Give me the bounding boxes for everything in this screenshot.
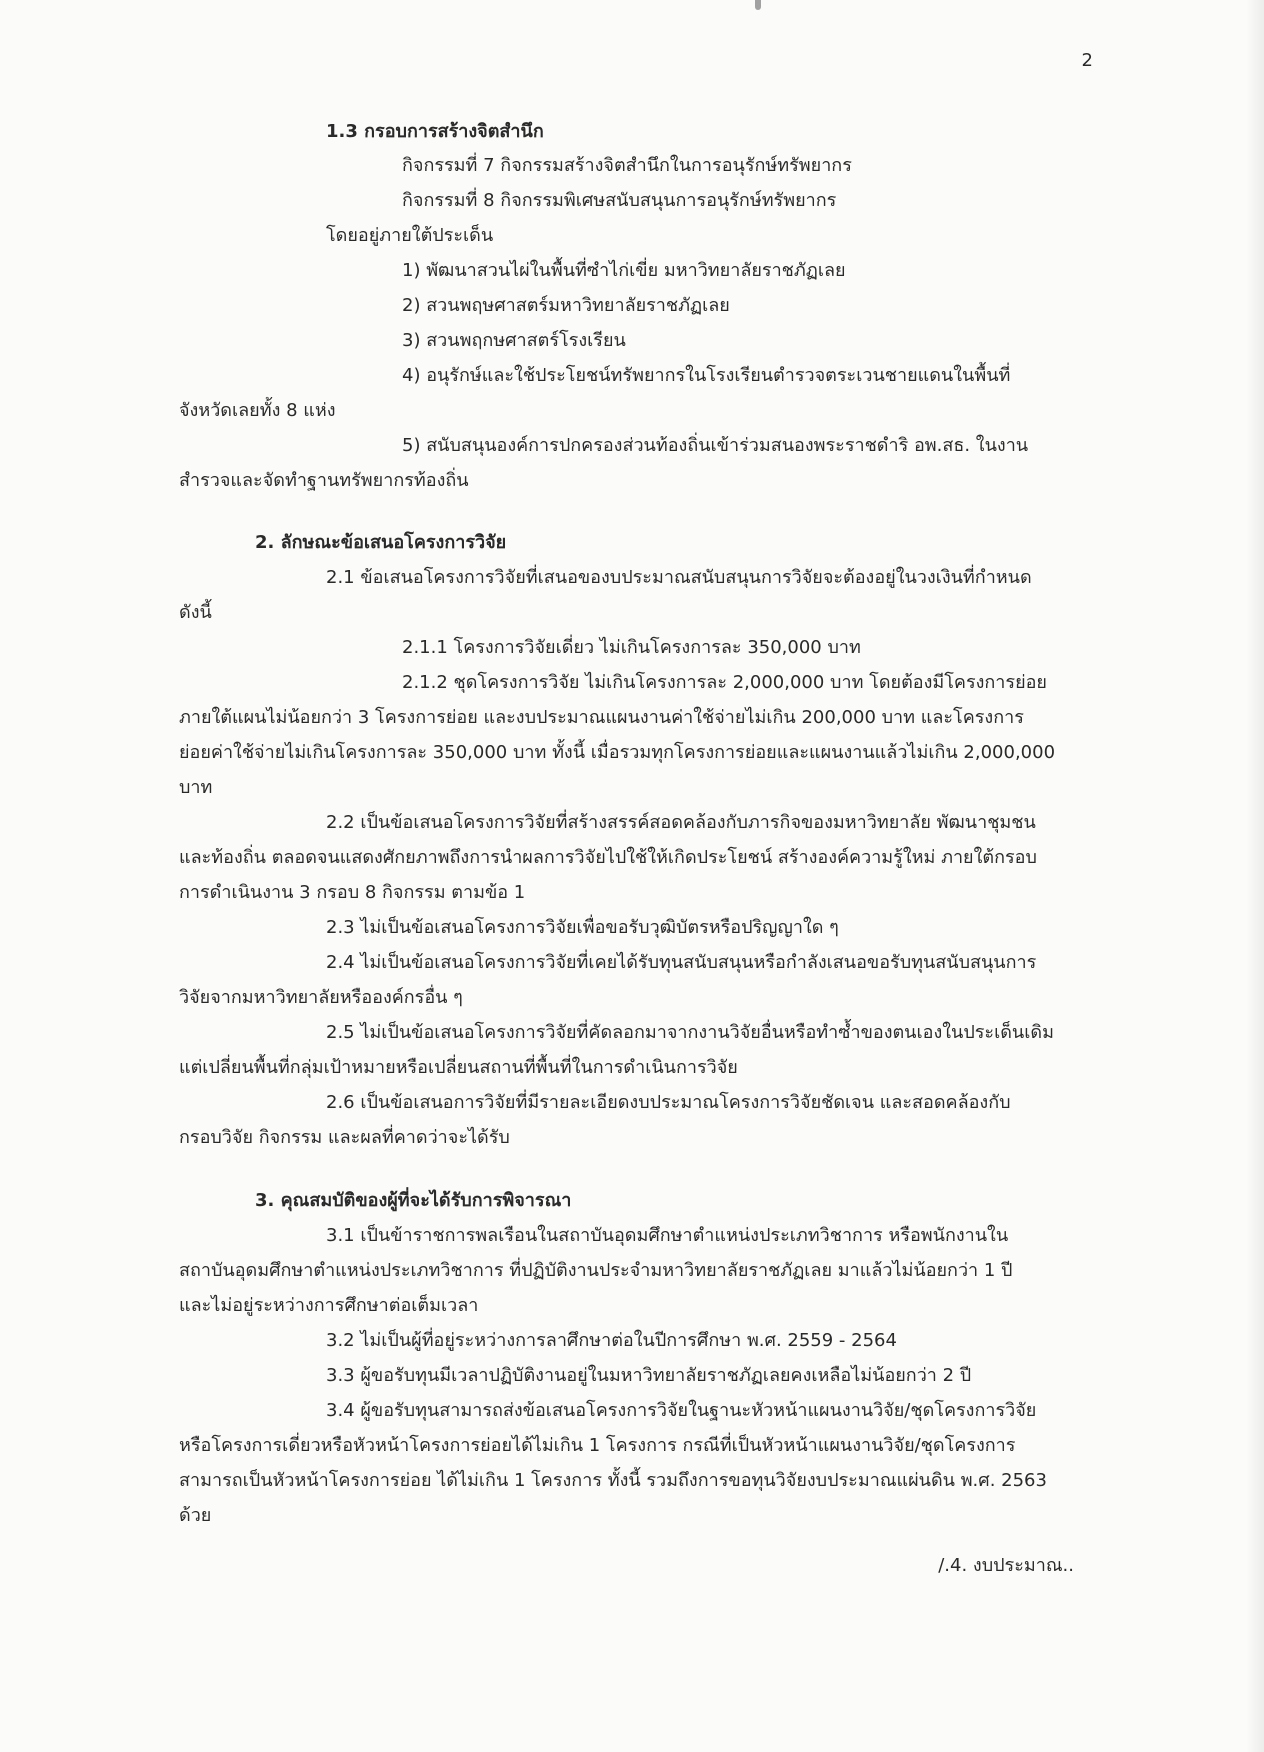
- para-2-6: 2.6 เป็นข้อเสนอการวิจัยที่มีรายละเอียดงบประมาณโครงการวิจัยชัดเจน และสอดคล้องกับ: [326, 1092, 1011, 1113]
- para-3-4-line-3: สามารถเป็นหัวหน้าโครงการย่อย ได้ไม่เกิน 1 โครงการ ทั้งนี้ รวมถึงการขอทุนวิจัยงบประมาณแผ่นดิน พ.ศ. 2563: [179, 1470, 1047, 1491]
- para-2-1-2-line-2: ภายใต้แผนไม่น้อยกว่า 3 โครงการย่อย และงบประมาณแผนงานค่าใช้จ่ายไม่เกิน 200,000 บาท และโครงการ: [179, 707, 1024, 728]
- para-2-1-2: 2.1.2 ชุดโครงการวิจัย ไม่เกินโครงการละ 2,000,000 บาท โดยต้องมีโครงการย่อย: [402, 672, 1047, 693]
- scan-speck: [755, 0, 761, 10]
- para-2-6-line-2: กรอบวิจัย กิจกรรม และผลที่คาดว่าจะได้รับ: [179, 1127, 510, 1148]
- para-2-4: 2.4 ไม่เป็นข้อเสนอโครงการวิจัยที่เคยได้รับทุนสนับสนุนหรือกำลังเสนอขอรับทุนสนับสนุนการ: [326, 952, 1037, 973]
- para-3-4-line-2: หรือโครงการเดี่ยวหรือหัวหน้าโครงการย่อยได้ไม่เกิน 1 โครงการ กรณีที่เป็นหัวหน้าแผนงานวิจัย/ชุดโครงการ: [179, 1435, 1016, 1456]
- para-2-1-2-line-4: บาท: [179, 777, 213, 798]
- para-3-1-line-2: สถาบันอุดมศึกษาตำแหน่งประเภทวิชาการ ที่ปฏิบัติงานประจำมหาวิทยาลัยราชภัฏเลย มาแล้วไม่น้อยกว่า 1 ปี: [179, 1260, 1013, 1281]
- para-2-2: 2.2 เป็นข้อเสนอโครงการวิจัยที่สร้างสรรค์สอดคล้องกับภารกิจของมหาวิทยาลัย พัฒนาชุมชน: [326, 812, 1036, 833]
- para-3-4-line-4: ด้วย: [179, 1505, 212, 1526]
- para-2-1-2-line-3: ย่อยค่าใช้จ่ายไม่เกินโครงการละ 350,000 บาท ทั้งนี้ เมื่อรวมทุกโครงการย่อยและแผนงานแล้วไม่เกิน 2,000,000: [179, 742, 1056, 763]
- para-3-1-line-3: และไม่อยู่ระหว่างการศึกษาต่อเต็มเวลา: [179, 1295, 479, 1316]
- section-1-3-heading: 1.3 กรอบการสร้างจิตสำนึก: [326, 121, 544, 142]
- page-number: 2: [1081, 50, 1093, 71]
- activity-8: กิจกรรมที่ 8 กิจกรรมพิเศษสนับสนุนการอนุรักษ์ทรัพยากร: [402, 190, 837, 211]
- issue-item-4-cont: จังหวัดเลยทั้ง 8 แห่ง: [179, 400, 336, 421]
- para-2-1: 2.1 ข้อเสนอโครงการวิจัยที่เสนอของบประมาณสนับสนุนการวิจัยจะต้องอยู่ในวงเงินที่กำหนด: [326, 567, 1032, 588]
- para-2-4-line-2: วิจัยจากมหาวิทยาลัยหรือองค์กรอื่น ๆ: [179, 987, 463, 1008]
- para-3-1: 3.1 เป็นข้าราชการพลเรือนในสถาบันอุดมศึกษาตำแหน่งประเภทวิชาการ หรือพนักงานใน: [326, 1225, 1009, 1246]
- para-3-3: 3.3 ผู้ขอรับทุนมีเวลาปฏิบัติงานอยู่ในมหาวิทยาลัยราชภัฏเลยคงเหลือไม่น้อยกว่า 2 ปี: [326, 1365, 972, 1386]
- issue-item-2: 2) สวนพฤษศาสตร์มหาวิทยาลัยราชภัฏเลย: [402, 295, 730, 316]
- para-3-4: 3.4 ผู้ขอรับทุนสามารถส่งข้อเสนอโครงการวิจัยในฐานะหัวหน้าแผนงานวิจัย/ชุดโครงการวิจัย: [326, 1400, 1037, 1421]
- para-2-5-line-2: แต่เปลี่ยนพื้นที่กลุ่มเป้าหมายหรือเปลี่ยนสถานที่พื้นที่ในการดำเนินการวิจัย: [179, 1057, 738, 1078]
- section-2-heading: 2. ลักษณะข้อเสนอโครงการวิจัย: [255, 532, 507, 553]
- para-2-2-line-2: และท้องถิ่น ตลอดจนแสดงศักยภาพถึงการนำผลการวิจัยไปใช้ให้เกิดประโยชน์ สร้างองค์ความรู้ใหม่ ภายใต้กรอบ: [179, 847, 1037, 868]
- para-2-1-1: 2.1.1 โครงการวิจัยเดี่ยว ไม่เกินโครงการละ 350,000 บาท: [402, 637, 861, 658]
- issue-item-1: 1) พัฒนาสวนไผ่ในพื้นที่ซำไก่เขี่ย มหาวิทยาลัยราชภัฏเลย: [402, 260, 846, 281]
- issue-item-5: 5) สนับสนุนองค์การปกครองส่วนท้องถิ่นเข้าร่วมสนองพระราชดำริ อพ.สธ. ในงาน: [402, 435, 1029, 456]
- para-2-1-cont: ดังนี้: [179, 602, 212, 623]
- para-2-2-line-3: การดำเนินงาน 3 กรอบ 8 กิจกรรม ตามข้อ 1: [179, 882, 526, 903]
- continuation-note: /.4. งบประมาณ..: [938, 1555, 1074, 1576]
- para-2-3: 2.3 ไม่เป็นข้อเสนอโครงการวิจัยเพื่อขอรับวุฒิบัตรหรือปริญญาใด ๆ: [326, 917, 839, 938]
- issue-item-3: 3) สวนพฤกษศาสตร์โรงเรียน: [402, 330, 626, 351]
- section-3-heading: 3. คุณสมบัติของผู้ที่จะได้รับการพิจารณา: [255, 1190, 572, 1211]
- issue-item-4: 4) อนุรักษ์และใช้ประโยชน์ทรัพยากรในโรงเรียนตำรวจตระเวนชายแดนในพื้นที่: [402, 365, 1011, 386]
- para-3-2: 3.2 ไม่เป็นผู้ที่อยู่ระหว่างการลาศึกษาต่อในปีการศึกษา พ.ศ. 2559 - 2564: [326, 1330, 897, 1351]
- under-issues: โดยอยู่ภายใต้ประเด็น: [326, 225, 494, 246]
- page-edge-shadow: [1246, 0, 1264, 1752]
- activity-7: กิจกรรมที่ 7 กิจกรรมสร้างจิตสำนึกในการอนุรักษ์ทรัพยากร: [402, 155, 852, 176]
- para-2-5: 2.5 ไม่เป็นข้อเสนอโครงการวิจัยที่คัดลอกมาจากงานวิจัยอื่นหรือทำซ้ำของตนเองในประเด็นเดิม: [326, 1022, 1054, 1043]
- issue-item-5-cont: สำรวจและจัดทำฐานทรัพยากรท้องถิ่น: [179, 470, 469, 491]
